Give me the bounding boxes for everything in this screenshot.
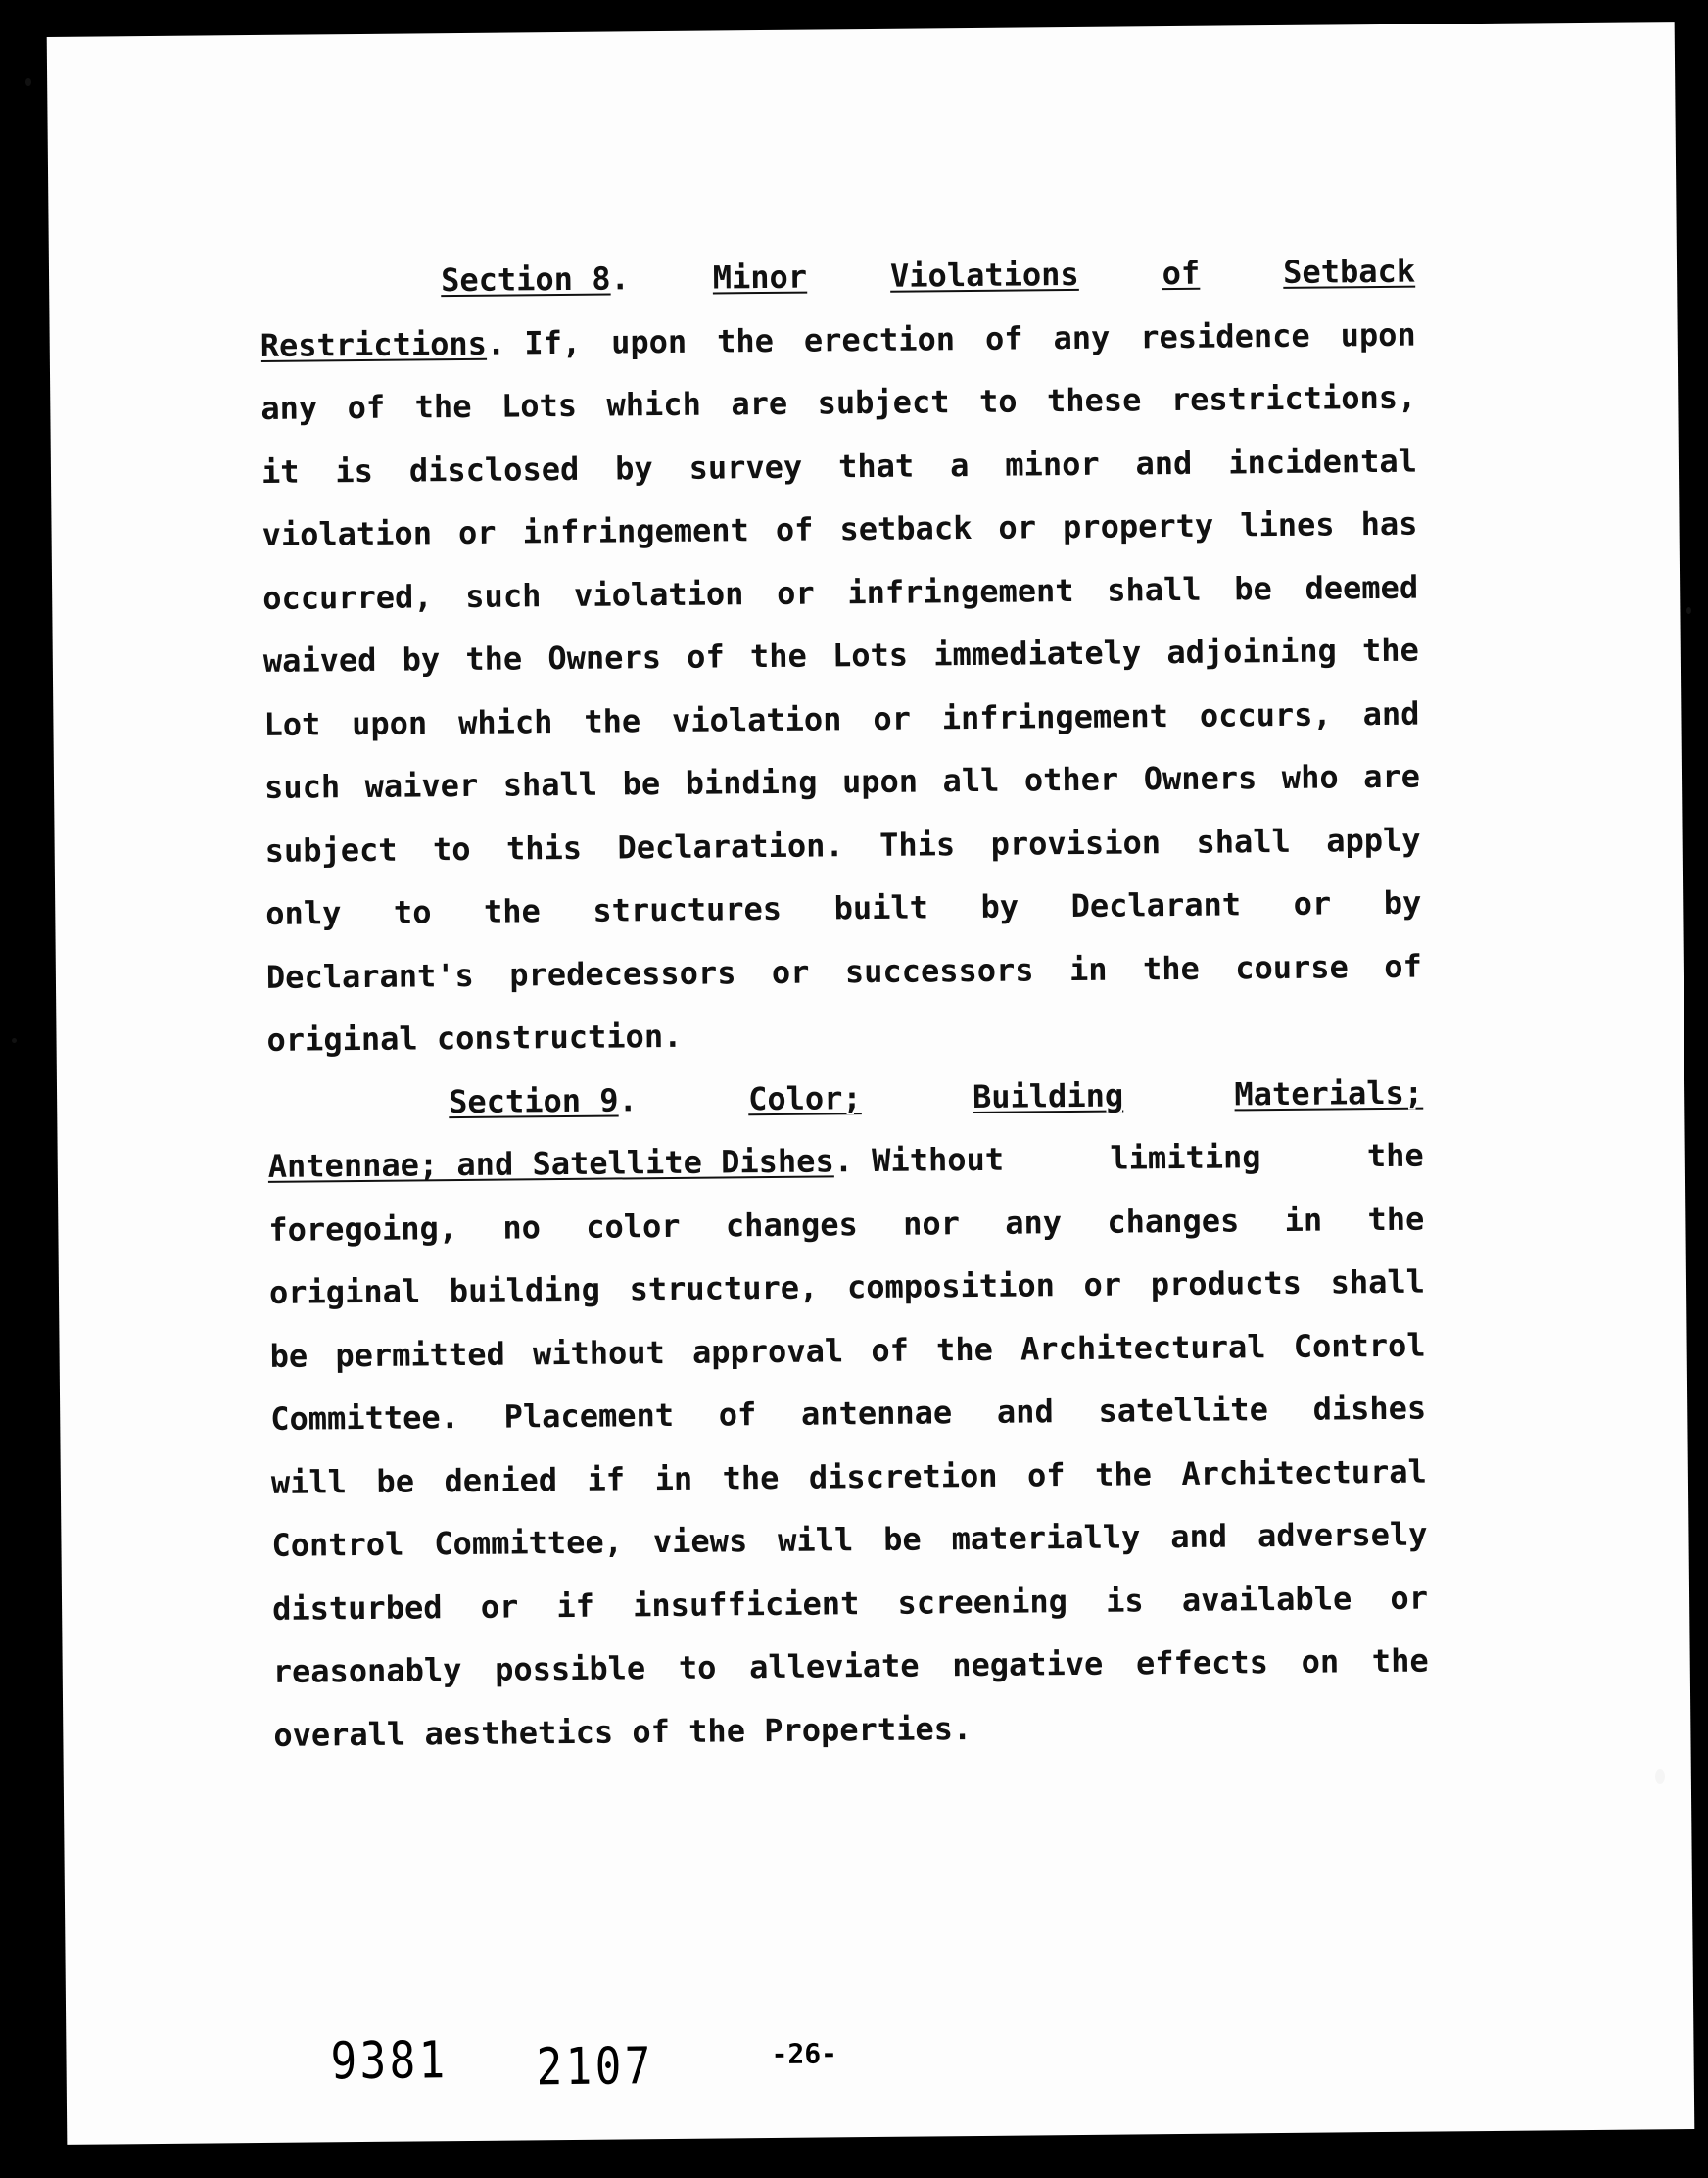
section-8-title-word: Violations bbox=[889, 255, 1079, 295]
section-9-line bbox=[271, 1440, 1428, 1514]
scan-speck bbox=[1655, 1769, 1665, 1784]
section-9-line bbox=[272, 1630, 1429, 1704]
word: Lots bbox=[831, 636, 909, 675]
word: or bbox=[480, 1586, 519, 1626]
word: available bbox=[1181, 1579, 1352, 1619]
word: the bbox=[1367, 1200, 1425, 1238]
word: antennae bbox=[800, 1394, 953, 1433]
section-9-heading: Section 9. Color; Building Materials; bbox=[267, 1061, 1424, 1135]
word: occurred, bbox=[262, 577, 433, 617]
word: infringement bbox=[847, 571, 1074, 611]
section-9-title-word: Materials; bbox=[1234, 1073, 1424, 1113]
section-8-line-text bbox=[524, 303, 1416, 374]
word: only bbox=[265, 894, 342, 932]
word: deemed bbox=[1305, 568, 1419, 607]
word: color bbox=[586, 1207, 681, 1246]
word: incidental bbox=[1228, 442, 1418, 481]
word: any bbox=[261, 389, 318, 427]
word: the bbox=[1361, 631, 1419, 670]
word: by bbox=[614, 449, 653, 487]
section-9-title-continued: Antennae; and Satellite Dishes bbox=[267, 1142, 834, 1185]
section-8-title-word: Minor bbox=[712, 258, 808, 297]
section-9-line-text bbox=[872, 1124, 1424, 1193]
word: changes bbox=[1107, 1201, 1240, 1241]
word: will bbox=[270, 1462, 348, 1501]
word: such bbox=[263, 768, 341, 806]
word: or bbox=[998, 508, 1037, 546]
section-8-line bbox=[263, 682, 1420, 756]
section-9-line-first: Antennae; and Satellite Dishes. Without limiting the bbox=[267, 1124, 1424, 1199]
word: erection bbox=[803, 319, 956, 359]
word: shall bbox=[1330, 1262, 1426, 1302]
word: effects bbox=[1135, 1643, 1269, 1682]
section-9-title-word: Building bbox=[972, 1076, 1124, 1115]
word: the bbox=[716, 321, 775, 359]
word: successors bbox=[844, 950, 1034, 990]
section-8-line-first: Restrictions. If, upon the erection of any residence upon bbox=[260, 303, 1416, 377]
word: the bbox=[1366, 1136, 1424, 1175]
word: subject bbox=[817, 383, 950, 422]
word: shall bbox=[1196, 822, 1291, 861]
word: to bbox=[432, 829, 471, 868]
word: the bbox=[1094, 1454, 1153, 1493]
document-stamp-number: 2107 bbox=[536, 2037, 654, 2098]
word: the bbox=[584, 701, 641, 740]
word: Committee. bbox=[270, 1398, 460, 1438]
word: immediately bbox=[933, 634, 1142, 674]
word: upon bbox=[1340, 315, 1416, 354]
word: are bbox=[731, 384, 788, 423]
word: screening bbox=[897, 1582, 1068, 1622]
word: of bbox=[1026, 1455, 1066, 1493]
word: building bbox=[449, 1270, 601, 1310]
section-8-line-last: original construction. bbox=[266, 1017, 683, 1059]
word: binding bbox=[685, 763, 818, 802]
word: no bbox=[502, 1207, 542, 1247]
word: be bbox=[622, 765, 661, 803]
word: restrictions, bbox=[1170, 378, 1417, 419]
word: survey bbox=[688, 448, 803, 487]
section-8-line bbox=[263, 619, 1420, 693]
word: adjoining bbox=[1166, 632, 1337, 672]
word: minor bbox=[1005, 445, 1100, 484]
word: setback bbox=[839, 508, 973, 548]
word: and bbox=[1170, 1517, 1228, 1556]
word: waived bbox=[262, 640, 377, 680]
word: property bbox=[1062, 506, 1214, 546]
section-8-line bbox=[261, 366, 1417, 441]
word: of bbox=[871, 1331, 910, 1369]
scan-speck bbox=[1686, 607, 1691, 614]
section-9-label: Section 9 bbox=[448, 1080, 619, 1120]
word: adversely bbox=[1257, 1515, 1428, 1555]
word: which bbox=[457, 702, 553, 741]
word: violation bbox=[261, 514, 433, 553]
word: any bbox=[1053, 318, 1111, 356]
word: the bbox=[1371, 1641, 1429, 1681]
word: occurs, bbox=[1199, 694, 1332, 734]
word: materially bbox=[951, 1518, 1141, 1558]
word: by bbox=[402, 640, 441, 679]
word: be bbox=[1234, 569, 1272, 607]
word: Without bbox=[871, 1140, 1005, 1179]
document-stamp-number: 9381 bbox=[330, 2031, 449, 2092]
word: Architectural bbox=[1181, 1452, 1427, 1492]
word: Placement bbox=[503, 1396, 675, 1436]
word: negative bbox=[952, 1644, 1104, 1684]
word: by bbox=[980, 887, 1020, 925]
word: the bbox=[749, 637, 807, 676]
word: insufficient bbox=[632, 1584, 860, 1624]
word: Control bbox=[1293, 1326, 1426, 1365]
word: will bbox=[777, 1521, 854, 1559]
word: structures bbox=[593, 889, 783, 929]
word: Control bbox=[271, 1525, 404, 1564]
word: has bbox=[1360, 504, 1418, 544]
word: Declaration. bbox=[617, 826, 844, 866]
word: the bbox=[935, 1330, 994, 1368]
word: of bbox=[984, 318, 1023, 357]
word: which bbox=[606, 385, 702, 424]
word: the bbox=[465, 639, 523, 678]
word: this bbox=[505, 829, 583, 868]
word: or bbox=[776, 574, 815, 612]
word: Owners bbox=[1143, 759, 1257, 798]
word: Declarant bbox=[1070, 885, 1242, 925]
word: in bbox=[1284, 1201, 1323, 1239]
word: all bbox=[942, 761, 1000, 800]
word: and bbox=[996, 1393, 1054, 1431]
word: in bbox=[1068, 950, 1108, 988]
section-9-line bbox=[270, 1377, 1427, 1451]
word: infringement bbox=[522, 511, 750, 551]
section-8-label: Section 8 bbox=[440, 260, 611, 300]
word: composition bbox=[846, 1266, 1056, 1306]
word: without bbox=[532, 1333, 665, 1372]
word: possible bbox=[494, 1649, 646, 1688]
word: apply bbox=[1326, 821, 1421, 860]
word: of bbox=[687, 638, 725, 676]
word: or bbox=[771, 953, 810, 991]
word: a bbox=[949, 446, 970, 484]
word: the bbox=[483, 892, 542, 930]
word: violation bbox=[671, 699, 842, 739]
word: discretion bbox=[808, 1456, 998, 1496]
word: of bbox=[347, 388, 386, 427]
section-9-line bbox=[272, 1566, 1429, 1640]
word: other bbox=[1023, 760, 1119, 799]
word: of bbox=[775, 510, 814, 548]
word: or bbox=[1083, 1265, 1122, 1303]
word: violation bbox=[573, 574, 744, 614]
word: built bbox=[833, 888, 929, 927]
word: shall bbox=[1107, 570, 1202, 609]
section-8-line bbox=[261, 429, 1418, 503]
word: that bbox=[837, 447, 915, 485]
word: provision bbox=[990, 823, 1162, 863]
word: the bbox=[414, 387, 472, 426]
word: This bbox=[878, 825, 956, 864]
word: Lot bbox=[263, 704, 321, 743]
word: reasonably bbox=[272, 1651, 462, 1690]
word: changes bbox=[725, 1205, 858, 1244]
word: or bbox=[873, 699, 912, 737]
section-8-title-word: of bbox=[1162, 254, 1201, 293]
word: dishes bbox=[1312, 1389, 1427, 1428]
word: who bbox=[1281, 758, 1339, 796]
word: upon bbox=[841, 762, 919, 801]
word: infringement bbox=[941, 696, 1169, 736]
word: Owners bbox=[547, 639, 662, 678]
section-9-title-word: Color; bbox=[747, 1078, 862, 1117]
document-page bbox=[47, 22, 1695, 2145]
word: on bbox=[1301, 1642, 1340, 1681]
word: these bbox=[1046, 381, 1142, 420]
word: be bbox=[376, 1461, 415, 1500]
word: predecessors bbox=[509, 953, 736, 994]
word: original bbox=[268, 1272, 421, 1311]
word: is bbox=[335, 451, 374, 490]
section-9-line bbox=[268, 1187, 1425, 1261]
section-9-line bbox=[271, 1503, 1428, 1578]
word: subject bbox=[264, 830, 398, 870]
word: to bbox=[393, 893, 432, 931]
word: if bbox=[587, 1459, 626, 1498]
section-9-line bbox=[269, 1251, 1426, 1325]
word: in bbox=[654, 1459, 693, 1497]
word: residence bbox=[1140, 316, 1310, 355]
section-8-line bbox=[266, 934, 1423, 1009]
word: disclosed bbox=[408, 450, 580, 489]
section-9-line-last: overall aesthetics of the Properties. bbox=[273, 1709, 973, 1754]
word: course bbox=[1235, 947, 1349, 986]
section-8-title-word: Setback bbox=[1282, 252, 1416, 291]
word: views bbox=[652, 1522, 748, 1561]
word: any bbox=[1005, 1203, 1063, 1242]
word: the bbox=[1142, 949, 1200, 987]
document-body bbox=[260, 240, 1430, 1767]
scan-speck bbox=[12, 1038, 17, 1043]
word: of bbox=[718, 1396, 757, 1434]
word: be bbox=[269, 1337, 308, 1375]
word: the bbox=[722, 1458, 780, 1496]
word: products bbox=[1150, 1263, 1303, 1303]
word: approval bbox=[691, 1331, 844, 1371]
word: and bbox=[1362, 694, 1420, 733]
section-8-line bbox=[264, 745, 1421, 820]
word: lines bbox=[1240, 505, 1335, 544]
word: disturbed bbox=[271, 1587, 443, 1628]
word: upon bbox=[351, 703, 428, 742]
word: it bbox=[261, 452, 300, 491]
word: Declarant's bbox=[265, 956, 475, 996]
word: permitted bbox=[335, 1335, 505, 1374]
word: If, bbox=[524, 323, 582, 361]
section-8-line bbox=[262, 555, 1419, 630]
word: limiting bbox=[1110, 1138, 1261, 1177]
section-9-line bbox=[269, 1313, 1426, 1388]
word: or bbox=[1390, 1579, 1429, 1617]
word: and bbox=[1135, 444, 1193, 482]
word: waiver bbox=[364, 766, 479, 805]
word: be bbox=[883, 1520, 922, 1558]
word: is bbox=[1105, 1581, 1144, 1620]
scan-speck bbox=[25, 78, 31, 86]
word: shall bbox=[502, 765, 598, 804]
section-8-line bbox=[264, 808, 1421, 882]
word: such bbox=[465, 576, 542, 615]
word: nor bbox=[902, 1204, 961, 1243]
section-8-title-continued: Restrictions bbox=[260, 324, 488, 364]
section-8-heading: Section 8. Minor Violations of Setback bbox=[260, 240, 1416, 314]
word: Architectural bbox=[1020, 1327, 1266, 1368]
word: structure, bbox=[629, 1268, 819, 1308]
word: alleviate bbox=[748, 1646, 920, 1686]
section-8-line bbox=[261, 493, 1418, 567]
word: Lots bbox=[500, 386, 578, 425]
word: by bbox=[1383, 883, 1422, 922]
page-number: -26- bbox=[771, 2037, 838, 2071]
word: satellite bbox=[1098, 1391, 1269, 1430]
word: to bbox=[678, 1648, 717, 1686]
section-8-line bbox=[265, 872, 1422, 946]
word: are bbox=[1362, 757, 1421, 796]
word: denied bbox=[444, 1460, 558, 1499]
word: or bbox=[1293, 884, 1332, 923]
word: Committee, bbox=[434, 1523, 624, 1563]
word: if bbox=[556, 1586, 595, 1625]
word: of bbox=[1384, 947, 1422, 985]
word: upon bbox=[610, 322, 688, 361]
word: or bbox=[457, 513, 497, 552]
word: foregoing, bbox=[268, 1208, 458, 1249]
word: to bbox=[978, 382, 1018, 420]
